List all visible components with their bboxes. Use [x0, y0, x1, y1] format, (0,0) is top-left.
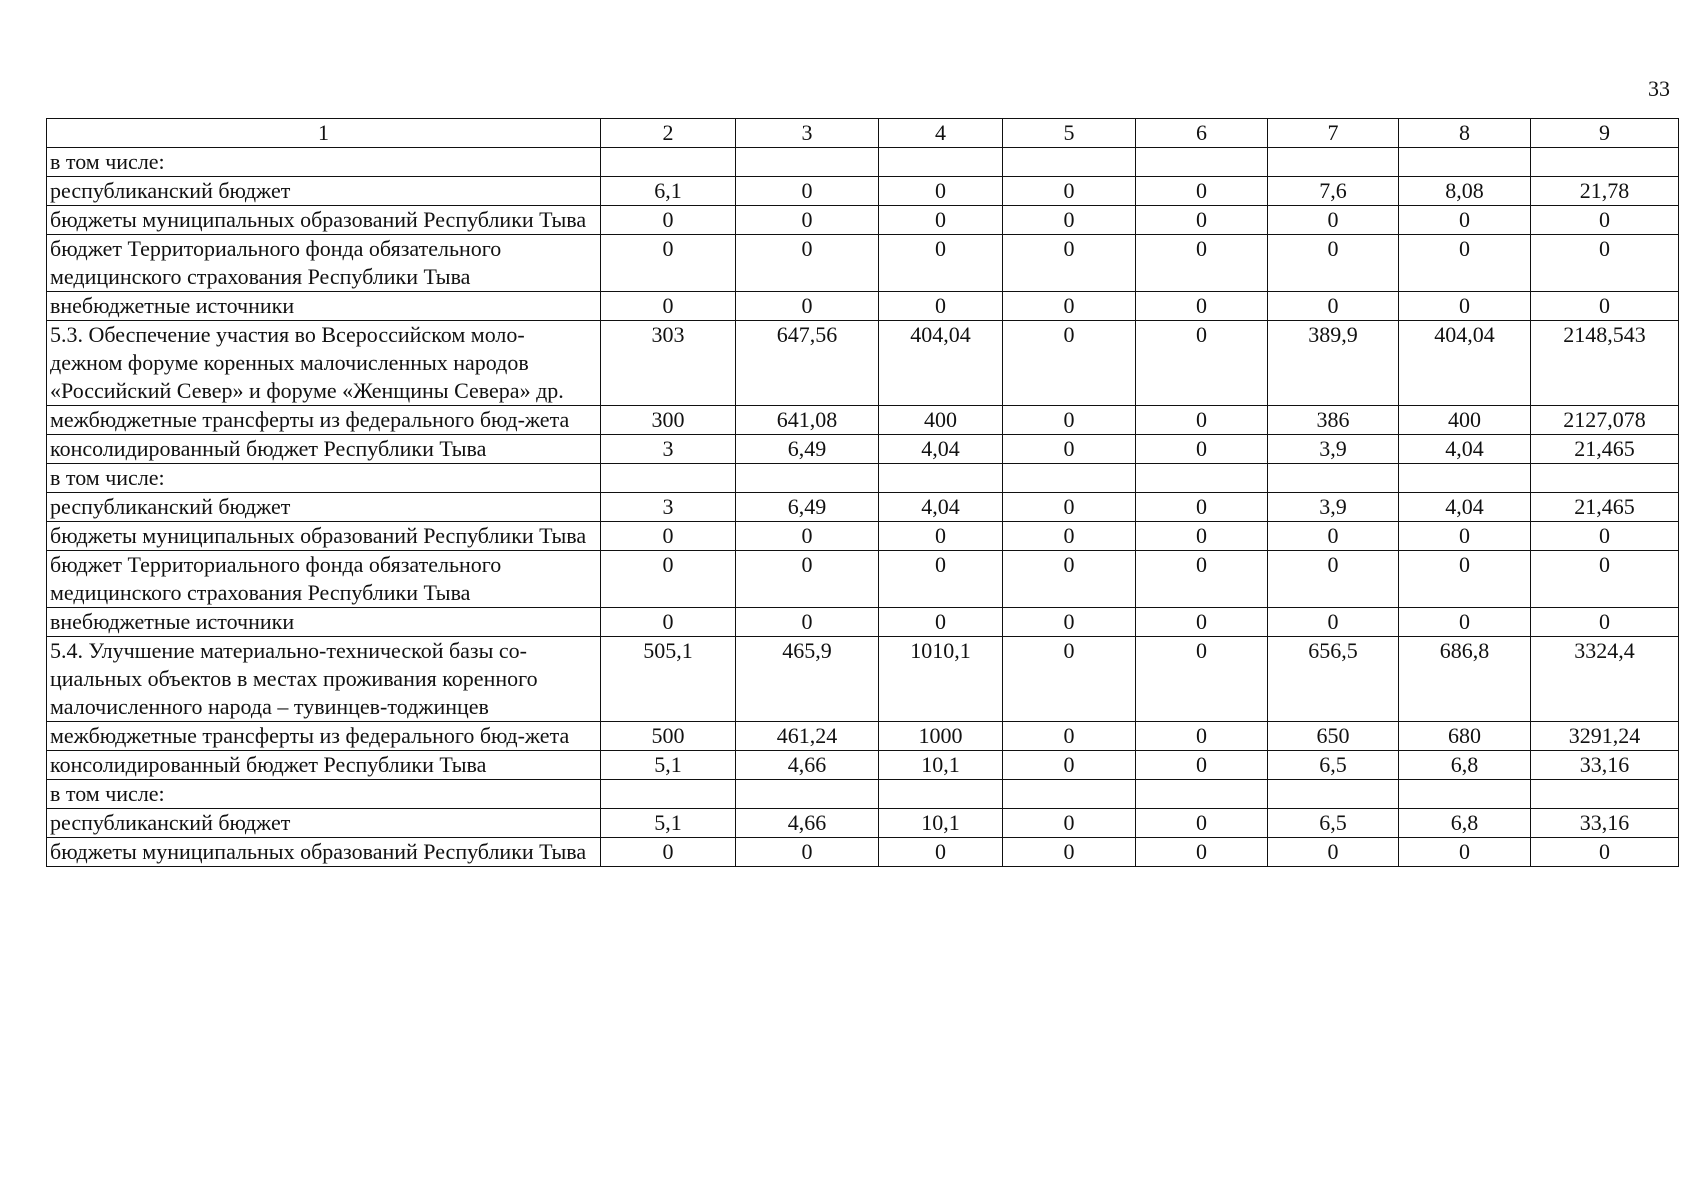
- cell-value: 6,49: [736, 435, 879, 464]
- cell-value: [1531, 464, 1679, 493]
- table-row: [47, 551, 1679, 608]
- cell-value: 0: [1003, 637, 1136, 722]
- cell-value: [1003, 464, 1136, 493]
- cell-value: 0: [1136, 722, 1268, 751]
- cell-value: 0: [879, 838, 1003, 867]
- cell-value: 0: [1399, 522, 1531, 551]
- cell-value: [601, 780, 736, 809]
- cell-value: 0: [879, 292, 1003, 321]
- table-row: [47, 464, 1679, 493]
- table-row: [47, 292, 1679, 321]
- column-header: 6: [1136, 119, 1268, 148]
- cell-value: 0: [1399, 292, 1531, 321]
- cell-value: [1531, 780, 1679, 809]
- row-label: республиканский бюджет: [47, 177, 601, 206]
- row-label: республиканский бюджет: [47, 809, 601, 838]
- cell-value: 0: [736, 235, 879, 292]
- cell-value: 7,6: [1268, 177, 1399, 206]
- cell-value: 6,8: [1399, 809, 1531, 838]
- cell-value: 0: [1136, 321, 1268, 406]
- cell-value: 4,04: [879, 493, 1003, 522]
- cell-value: 0: [1136, 522, 1268, 551]
- cell-value: 0: [1003, 406, 1136, 435]
- cell-value: [736, 464, 879, 493]
- cell-value: 500: [601, 722, 736, 751]
- cell-value: 0: [1003, 751, 1136, 780]
- row-label: бюджеты муниципальных образований Республики Тыва: [47, 838, 601, 867]
- cell-value: [1136, 464, 1268, 493]
- cell-value: 0: [879, 206, 1003, 235]
- cell-value: 6,1: [601, 177, 736, 206]
- cell-value: 0: [879, 551, 1003, 608]
- cell-value: 0: [1268, 551, 1399, 608]
- table-row: [47, 522, 1679, 551]
- row-label: в том числе:: [47, 780, 601, 809]
- cell-value: 0: [879, 608, 1003, 637]
- table-row: [47, 608, 1679, 637]
- cell-value: 6,5: [1268, 751, 1399, 780]
- cell-value: [601, 464, 736, 493]
- cell-value: 6,49: [736, 493, 879, 522]
- cell-value: 0: [1003, 722, 1136, 751]
- cell-value: 656,5: [1268, 637, 1399, 722]
- cell-value: 0: [601, 551, 736, 608]
- cell-value: 0: [736, 608, 879, 637]
- cell-value: 0: [879, 177, 1003, 206]
- cell-value: [1399, 148, 1531, 177]
- column-header: 1: [47, 119, 601, 148]
- cell-value: 21,78: [1531, 177, 1679, 206]
- cell-value: [879, 464, 1003, 493]
- cell-value: 21,465: [1531, 493, 1679, 522]
- column-header: 5: [1003, 119, 1136, 148]
- row-label: бюджет Территориального фонда обязательного медицинского страхования Республики Тыва: [47, 551, 601, 608]
- cell-value: 2148,543: [1531, 321, 1679, 406]
- table-row: [47, 148, 1679, 177]
- cell-value: 386: [1268, 406, 1399, 435]
- cell-value: 0: [1531, 608, 1679, 637]
- table-body: [47, 119, 1679, 867]
- cell-value: 3291,24: [1531, 722, 1679, 751]
- cell-value: 0: [1003, 493, 1136, 522]
- cell-value: [1399, 464, 1531, 493]
- column-header: 9: [1531, 119, 1679, 148]
- table-row: [47, 435, 1679, 464]
- cell-value: 389,9: [1268, 321, 1399, 406]
- cell-value: 0: [1136, 751, 1268, 780]
- cell-value: 647,56: [736, 321, 879, 406]
- cell-value: 650: [1268, 722, 1399, 751]
- cell-value: 0: [1003, 522, 1136, 551]
- cell-value: 0: [1003, 435, 1136, 464]
- cell-value: 1000: [879, 722, 1003, 751]
- cell-value: [736, 780, 879, 809]
- row-label: внебюджетные источники: [47, 608, 601, 637]
- cell-value: 0: [879, 235, 1003, 292]
- cell-value: 0: [736, 838, 879, 867]
- cell-value: 0: [1136, 608, 1268, 637]
- row-label: республиканский бюджет: [47, 493, 601, 522]
- cell-value: 0: [601, 206, 736, 235]
- cell-value: 0: [601, 522, 736, 551]
- row-label: в том числе:: [47, 464, 601, 493]
- cell-value: 0: [1136, 838, 1268, 867]
- cell-value: 0: [601, 235, 736, 292]
- column-header: 2: [601, 119, 736, 148]
- cell-value: 0: [1399, 608, 1531, 637]
- cell-value: 3324,4: [1531, 637, 1679, 722]
- row-label: межбюджетные трансферты из федерального бюд-жета: [47, 722, 601, 751]
- cell-value: 4,04: [879, 435, 1003, 464]
- cell-value: 33,16: [1531, 751, 1679, 780]
- cell-value: 0: [1268, 292, 1399, 321]
- cell-value: [1003, 148, 1136, 177]
- cell-value: [879, 148, 1003, 177]
- cell-value: 303: [601, 321, 736, 406]
- cell-value: 0: [1531, 522, 1679, 551]
- cell-value: 33,16: [1531, 809, 1679, 838]
- cell-value: 505,1: [601, 637, 736, 722]
- table-row: [47, 493, 1679, 522]
- table-row: [47, 722, 1679, 751]
- table-row: [47, 177, 1679, 206]
- cell-value: 0: [601, 292, 736, 321]
- cell-value: 0: [736, 551, 879, 608]
- cell-value: [1003, 780, 1136, 809]
- cell-value: 400: [1399, 406, 1531, 435]
- row-label: бюджеты муниципальных образований Республики Тыва: [47, 522, 601, 551]
- cell-value: 0: [1136, 177, 1268, 206]
- row-label: 5.4. Улучшение материально-технической базы со-циальных объектов в местах проживания коренного малочисленного народа – тувинцев-тоджинцев: [47, 637, 601, 722]
- cell-value: 0: [736, 522, 879, 551]
- cell-value: 0: [1136, 637, 1268, 722]
- cell-value: 3: [601, 493, 736, 522]
- cell-value: 0: [1136, 493, 1268, 522]
- row-label: 5.3. Обеспечение участия во Всероссийском моло-дежном форуме коренных малочисленных народов «Российский Север» и форуме «Женщины Севера» др.: [47, 321, 601, 406]
- cell-value: [879, 780, 1003, 809]
- cell-value: 4,66: [736, 751, 879, 780]
- row-label: консолидированный бюджет Республики Тыва: [47, 435, 601, 464]
- cell-value: 0: [1136, 235, 1268, 292]
- page-number: 33: [1648, 76, 1670, 101]
- cell-value: 300: [601, 406, 736, 435]
- cell-value: 0: [1136, 292, 1268, 321]
- cell-value: [1268, 148, 1399, 177]
- cell-value: 6,5: [1268, 809, 1399, 838]
- cell-value: [1531, 148, 1679, 177]
- cell-value: 0: [1268, 608, 1399, 637]
- cell-value: 400: [879, 406, 1003, 435]
- table-row: [47, 235, 1679, 292]
- cell-value: 3: [601, 435, 736, 464]
- cell-value: 1010,1: [879, 637, 1003, 722]
- row-label: внебюджетные источники: [47, 292, 601, 321]
- cell-value: 10,1: [879, 751, 1003, 780]
- cell-value: 0: [1003, 321, 1136, 406]
- cell-value: 641,08: [736, 406, 879, 435]
- cell-value: [736, 148, 879, 177]
- cell-value: 4,04: [1399, 493, 1531, 522]
- cell-value: 0: [1003, 292, 1136, 321]
- cell-value: 0: [1136, 406, 1268, 435]
- cell-value: 0: [1531, 551, 1679, 608]
- row-label: межбюджетные трансферты из федерального бюд-жета: [47, 406, 601, 435]
- table-row: [47, 321, 1679, 406]
- table-row: [47, 206, 1679, 235]
- cell-value: 0: [1531, 235, 1679, 292]
- cell-value: 0: [1531, 838, 1679, 867]
- cell-value: 0: [601, 838, 736, 867]
- cell-value: 0: [1399, 551, 1531, 608]
- row-label: в том числе:: [47, 148, 601, 177]
- cell-value: 0: [601, 608, 736, 637]
- cell-value: 0: [1003, 177, 1136, 206]
- cell-value: 0: [1136, 809, 1268, 838]
- cell-value: [1399, 780, 1531, 809]
- table-row: [47, 406, 1679, 435]
- table-row: [47, 809, 1679, 838]
- cell-value: 6,8: [1399, 751, 1531, 780]
- cell-value: 0: [1531, 292, 1679, 321]
- table-row: [47, 637, 1679, 722]
- cell-value: 0: [736, 292, 879, 321]
- cell-value: 0: [1136, 435, 1268, 464]
- cell-value: 680: [1399, 722, 1531, 751]
- column-header: 7: [1268, 119, 1399, 148]
- cell-value: 21,465: [1531, 435, 1679, 464]
- cell-value: 0: [1268, 838, 1399, 867]
- row-label: бюджеты муниципальных образований Республики Тыва: [47, 206, 601, 235]
- cell-value: 5,1: [601, 809, 736, 838]
- cell-value: [1136, 780, 1268, 809]
- cell-value: 0: [1136, 206, 1268, 235]
- table-row: [47, 751, 1679, 780]
- cell-value: 0: [1399, 838, 1531, 867]
- cell-value: 0: [1003, 206, 1136, 235]
- cell-value: 0: [1399, 235, 1531, 292]
- cell-value: 2127,078: [1531, 406, 1679, 435]
- cell-value: 4,66: [736, 809, 879, 838]
- cell-value: 0: [1003, 838, 1136, 867]
- cell-value: [601, 148, 736, 177]
- cell-value: [1268, 464, 1399, 493]
- cell-value: 465,9: [736, 637, 879, 722]
- cell-value: 0: [879, 522, 1003, 551]
- column-header: 8: [1399, 119, 1531, 148]
- cell-value: 8,08: [1399, 177, 1531, 206]
- cell-value: 5,1: [601, 751, 736, 780]
- cell-value: 0: [1268, 235, 1399, 292]
- cell-value: 0: [1003, 551, 1136, 608]
- cell-value: 10,1: [879, 809, 1003, 838]
- cell-value: 0: [1136, 551, 1268, 608]
- column-header: 4: [879, 119, 1003, 148]
- table-row: [47, 838, 1679, 867]
- cell-value: 461,24: [736, 722, 879, 751]
- cell-value: 404,04: [1399, 321, 1531, 406]
- cell-value: 404,04: [879, 321, 1003, 406]
- row-label: бюджет Территориального фонда обязательного медицинского страхования Республики Тыва: [47, 235, 601, 292]
- cell-value: 0: [1003, 809, 1136, 838]
- cell-value: 0: [1531, 206, 1679, 235]
- table-row: [47, 780, 1679, 809]
- row-label: консолидированный бюджет Республики Тыва: [47, 751, 601, 780]
- cell-value: [1268, 780, 1399, 809]
- cell-value: 4,04: [1399, 435, 1531, 464]
- cell-value: 3,9: [1268, 493, 1399, 522]
- cell-value: 3,9: [1268, 435, 1399, 464]
- column-header: 3: [736, 119, 879, 148]
- budget-table: [46, 118, 1679, 867]
- cell-value: 686,8: [1399, 637, 1531, 722]
- cell-value: [1136, 148, 1268, 177]
- cell-value: 0: [1003, 608, 1136, 637]
- table-header-row: [47, 119, 1679, 148]
- cell-value: 0: [1268, 206, 1399, 235]
- cell-value: 0: [736, 177, 879, 206]
- cell-value: 0: [1268, 522, 1399, 551]
- cell-value: 0: [1399, 206, 1531, 235]
- cell-value: 0: [736, 206, 879, 235]
- cell-value: 0: [1003, 235, 1136, 292]
